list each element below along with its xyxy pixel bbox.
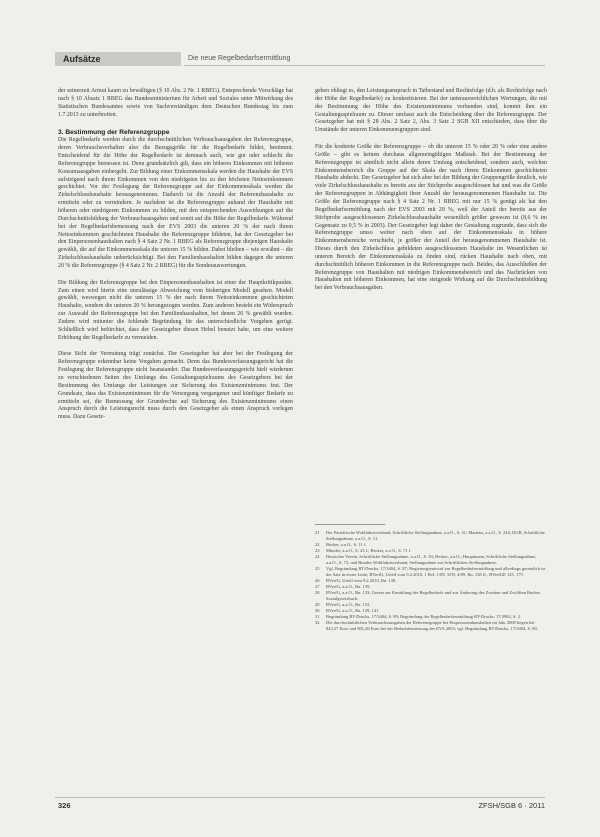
footnote xyxy=(315,566,547,578)
footnote-text: BVerfG, a.a.O., Rn. 139. xyxy=(326,584,371,589)
section-heading: 3. Bestimmung der Referenzgruppe xyxy=(58,129,170,137)
footnote-number: 29 xyxy=(315,602,320,607)
footnote-text: Vgl. Begründung BT-Drucks. 17/3404, S. 87; Regierungsentwurf zur Regelbedarfsermittlung und allerdings gesetzlich ist der Satz in erster Linie; BVerfG, Urteil vom 9.2.2010, 1 BvL 1/09, 3/09, 4/09, Rn. 138 ff., BVerfGE 125, 175. xyxy=(326,566,546,577)
footnote-number: 30 xyxy=(315,608,320,613)
footnote-divider xyxy=(315,524,385,525)
paragraph: Die Regelbedarfe werden durch die durchschnittlichen Verbrauchsausgaben der Referenzgruppe, deren Verbrauchsverhalten also die Bezugsgröße für die Regelbedarfe bildet, bestimmt. Entscheidend für die Höhe der Regelbedarfe ist demnach auch, wie gut oder schlecht die Referenzgruppe bemessen ist. Denn grundsätzlich gilt, dass ein höheres Einkommen mit höheren Konsumausgaben einhergeht. Zur Bildung einer Einkommensskala werden die Haushalte der EVS aufsteigend nach ihrem Einkommen von den niedrigsten bis zu den höchsten Nettoeinkommen geschichtet. Vor der Festlegung der Referenzgruppe auf der Einkommensskala werden die Zirkelschlusshaushalte herausgenommen. Dadurch ist die Anzahl der Referenzhaushalte zu ermitteln oder zu vermindern. Je nachdem ist die Referenzgruppe anhand der Haushalte mit höheren oder niedrigeren Einkommen zu bilden, mit den entsprechenden Auswirkungen auf die Durchschnittsbildung der Verbrauchsausgaben und somit auf die Höhe der Regelbedarfe. Während bei der Regelbedarfsbemessung nach der EVS 2003 die unteren 20 % der nach ihrem Nettoeinkommen geschichteten Haushalte die Referenzgruppe bildeten, hat der Gesetzgeber bei den Einpersonenhaushalten nach § 4 Satz 2 Nr. 1 RBEG als Referenzgruppe diejenigen Haushalte gewählt, die auf der Einkommensskala die unteren 15 % bilden. Dabei bleiben – wie erwähnt – die Zirkelschlusshaushalte unberücksichtigt. Bei den Familienhaushalten bilden dagegen die unteren 20 % die Referenzgruppe (§ 4 Satz 2 Nr. 2 RBEG) für die Sonderauswertungen. xyxy=(58,137,293,269)
footnote xyxy=(315,620,547,632)
footnote xyxy=(315,554,547,566)
footnote-text: Begründung BT-Drucks. 17/3404, S. 89; Begründung der Regelbedarfsermittlung BT-Drucks. 17/3982, S. 2. xyxy=(326,614,522,619)
footnote xyxy=(315,530,547,542)
footnote-text: BVerfG, a.a.O., Rn. 133; Gesetz zur Ermittlung der Regelbedarfe und zur Änderung des Zweiten und Zwölften Buches Sozialgesetzbuch. xyxy=(326,590,541,601)
footnote-number: 25 xyxy=(315,566,320,571)
footnote-text: BVerfG, Urteil vom 9.2.2010, Rn. 138. xyxy=(326,578,397,583)
paragraph: geben obliegt es, den Leistungsanspruch in Tatbestand und Rechtsfolge (d.h. als Rechtsfolge nach der Höhe der Regelbedarfe) zu konkretisieren. Bei der unterausweichlichen Wertungen, die mit der Bestimmung der Höhe des Existenzminimums verbunden sind, kommt ihm ein Gestaltungsspielraum zu. Dieser umfasst auch die Entscheidung über die Referenzgruppe. Der Gesetzgeber hat mit § 28 Abs. 2 Satz 2, Abs. 3 Satz 2 SGB XII entschieden, dass über die Umstände der unteren Einkommensgruppen sind. xyxy=(315,88,547,134)
footnote-number: 26 xyxy=(315,578,320,583)
footnote-number: 28 xyxy=(315,590,320,595)
footnote-text: Deutscher Verein, Schriftliche Stellungnahme, a.a.O., S. 33; Becker, a.a.O.; Hauptmann, Schriftliche Stellungnahme, a.a.O., S. 72, und Bundes Wohlfahrtsverband, Stellungnahme zur Schriftlichen Stellungnahme. xyxy=(326,554,537,565)
footnote-text: Münder, a.a.O., S. 23 f.; Becker, a.a.O., S. 71 f. xyxy=(326,548,412,553)
paragraph: Diese Sicht der Vermutung trägt zunächst. Der Gesetzgeber hat aber bei der Festlegung der Referenzgruppe erkennbar keine Vorgaben gemacht. Denn das Bundesverfassungsgericht hat die Festlegung der Referenzgruppe nicht beanstandet. Das Bundesverfassungsgericht hielt wiederum zu verschiedenen Seiten des Umfangs des Gestaltungsspielraums des Gesetzgebers bei der Bestimmung des Umfangs der Leistungen zur Sicherung des Existenzminimums fest. Der Grundsatz, dass das Existenzminimum für die Versorgung vergangener und künftiger Bedarfe zu ermitteln sei, die Bemessung der Grundrechte auf Sicherung des Existenzminimums einen Anspruch durch die Leistungsrecht muss durch den Gesetzgeber als einen Anspruch vorlegen muss. Dazu Gesetz- xyxy=(58,351,293,421)
running-title: Die neue Regelbedarfsermittlung xyxy=(184,52,545,66)
footnote-number: 31 xyxy=(315,614,320,619)
footnote-number: 22 xyxy=(315,542,320,547)
footnote-number: 24 xyxy=(315,554,320,559)
footnote-number: 32 xyxy=(315,620,320,625)
journal-info: ZFSH/SGB 6 · 2011 xyxy=(478,801,545,810)
paragraph: Die Bildung der Referenzgruppe bei den Einpersonenhaushalten ist einer der Hauptkritikpunkte. Zum einen wird hierin eine unzulässige Abweichung vom bisherigen Modell gesehen. Modell gewählt, weswegen nicht die unteren 15 % der nach ihrem Nettoeinkommen geschichteten Haushalte, sondern die unteren 20 % herangezogen werden. Zum anderen besteht ein Widerspruch zur Auswahl der Referenzgruppe bei den Familienhaushalten, bei denen 20 % gewählt wurden. Zudem wird mitunter die fehlende Begründung für das unterschiedliche Vorgehen gerügt. Schließlich wird befürchtet, dass der Gesetzgeber diesen Hebel benutzt habe, um eine weitere Erhöhung der Regelbedarfe zu vermeiden. xyxy=(58,279,293,341)
left-column xyxy=(58,88,293,422)
footer-divider xyxy=(55,797,545,798)
footnote-number: 23 xyxy=(315,548,320,553)
footnote-text: Becker, a.a.O., S. 11 f. xyxy=(326,542,367,547)
footnote-text: BVerfG, a.a.O., Rn. 133. xyxy=(326,602,371,607)
footnote xyxy=(315,590,547,602)
footnote-number: 27 xyxy=(315,584,320,589)
footnotes xyxy=(315,530,547,632)
right-column xyxy=(315,88,547,293)
page-number: 326 xyxy=(58,801,71,810)
paragraph: Für die konkrete Größe der Referenzgruppe – ob die unteren 15 % oder 20 % oder eine andere Größe – gibt es keinen durchaus allgemeingültigen Maßstab. Bei der Bestimmung der Referenzgruppe ist sämtlich nicht allein deren Umfang entscheidend, sondern auch, welchen Einkommensbereich die Gruppe auf der Skala der nach ihrem Einkommen geschichteten Haushalte abdeckt. Der Gesetzgeber hat sich aber bei der Bildung der Gruppengröße deutlich, wie viele Zirkelschlusshaushalte es bereits aus der Stichprobe ausgeschlossen hat und was die Größe der Referenzgruppen in Abhängigkeit ihrer Anzahl der herausgenommenen Haushalte ist. Die Größe der Referenzgruppe nach § 4 Satz 2 Nr. 1 RBEG mit nur 15 % genügt als hat den Regelbedarfsermittlung nach der EVS 2003 mit 20 %, weil der Anteil der bereits aus der Stichprobe ausgeschlossenen Zirkelschlusshaushalte wesentlich größer gewesen ist (8,6 % im Gegensatz zu 0,5 % in 2003). Der Gesetzgeber legt daher der Gestaltung zugrunde, dass sich die Referenzgruppe umso weiter nach oben auf der Einkommensskala in höhere Einkommensbereiche verschiebt, je größer der Anteil der herausgenommenen Haushalte ist. Dieses durch den Zirkelschluss gebildeten ausgeschlossenen Haushalte im Wesentlichen ist unteren Bereich der Einkommensskala zu finden sind, rücken Haushalte nach oben, mit durchschnittlich höheren Einkommen in die Referenzgruppe nach. Beides, das Ausschließen der Referenzgruppe von Haushalten mit niedrigen Einkommensbereich und das Nachrücken von Haushalten mit höheren Einkommen, hat eine steigende Wirkung auf die Durchschnittsbildung bei den Verbrauchsausgaben. xyxy=(315,144,547,292)
footnote-text: Die durchschnittlichen Verbrauchsausgaben der Referenzgruppe bei Einpersonenhaushalten im Jahr 2008 liegen bei 843,27 Euro und 901,26 Euro bei der Bedarfsbemessung der EVS 2003; vgl. Begründung BT-Drucks. 17/3404, S. 89. xyxy=(326,620,538,631)
footnote-text: BVerfG, a.a.O., Rn. 139, 141. xyxy=(326,608,380,613)
footnote-number: 21 xyxy=(315,530,320,535)
intro-paragraph: der seinerzeit Armut kaum zu bewältigen (§ 10 Abs. 2 Nr. 1 RBEG). Entsprechende Vorschläge hat nach § 10 Absatz 1 RBEG das Bundesministerium für Arbeit und Soziales unter Mitwirkung des Statistischen Bundesamtes sowie von Sachverständigen dem Deutschen Bundestag bis zum 1.7.2013 zu unterbreiten. xyxy=(58,88,293,118)
section-tag: Aufsätze xyxy=(55,52,181,66)
footnote-text: Der Paritätische Wohlfahrtsverband, Schriftliche Stellungnahme, a.a.O., S. 31; Martens, a.a.O., S. 244; DGB, Schriftliche Stellungnahme, a.a.O., S. 11. xyxy=(326,530,545,541)
